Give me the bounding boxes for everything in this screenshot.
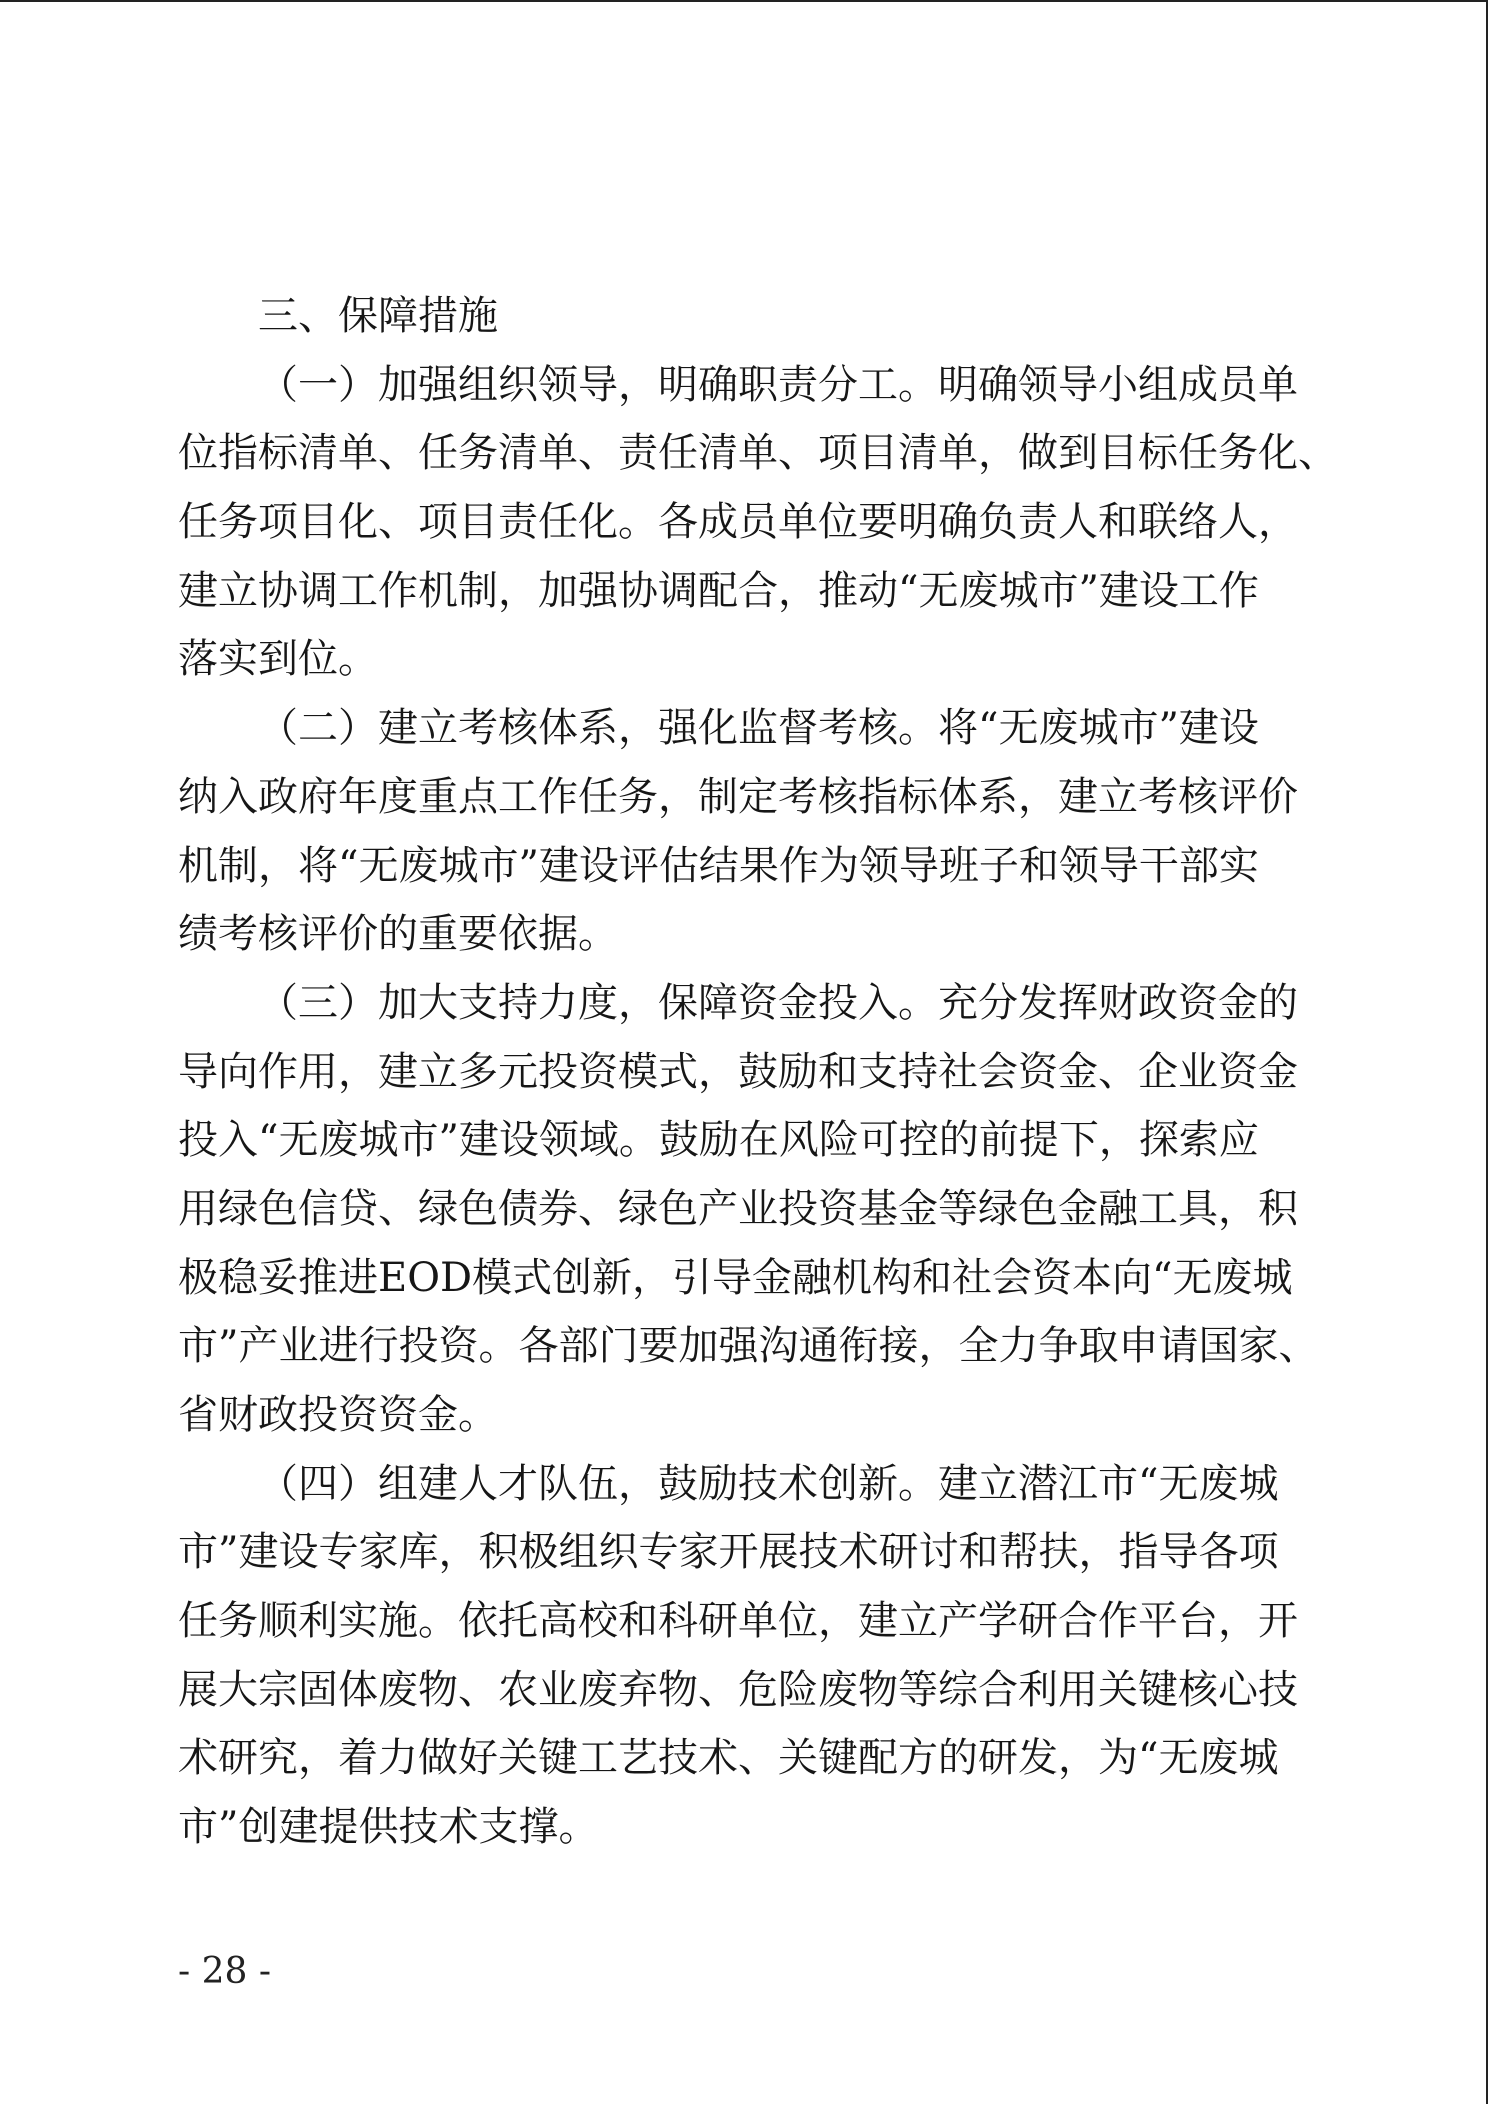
- paragraph-line: （一）加强组织领导，明确职责分工。明确领导小组成员单: [258, 361, 1298, 408]
- paragraph-line: 导向作用，建立多元投资模式，鼓励和支持社会资金、企业资金: [178, 1048, 1298, 1095]
- paragraph-line: 任务顺利实施。依托高校和科研单位，建立产学研合作平台，开: [178, 1598, 1298, 1645]
- page-number: - 28 -: [178, 1951, 272, 1992]
- paragraph-4: [178, 1450, 1310, 1862]
- paragraph-line: 投入“无废城市”建设领域。鼓励在风险可控的前提下，探索应: [178, 1117, 1259, 1164]
- document-body: [178, 282, 1338, 1862]
- paragraph-line: 省财政投资资金。: [178, 1392, 498, 1438]
- paragraph-line: 术研究，着力做好关键工艺技术、关键配方的研发，为“无废城: [178, 1735, 1279, 1782]
- paragraph-line: （三）加大支持力度，保障资金投入。充分发挥财政资金的: [258, 979, 1298, 1026]
- paragraph-2: [178, 694, 1310, 969]
- paragraph-line: （四）组建人才队伍，鼓励技术创新。建立潜江市“无废城: [258, 1460, 1279, 1507]
- paragraph-line: 机制，将“无废城市”建设评估结果作为领导班子和领导干部实: [178, 842, 1259, 889]
- paragraph-line: 纳入政府年度重点工作任务，制定考核指标体系，建立考核评价: [178, 773, 1298, 820]
- page-top-border: [0, 0, 1488, 2]
- paragraph-line: 展大宗固体废物、农业废弃物、危险废物等综合利用关键核心技: [178, 1666, 1298, 1713]
- paragraph-line: 极稳妥推进EOD模式创新，引导金融机构和社会资本向“无废城: [178, 1254, 1293, 1301]
- paragraph-line: 市”建设专家库，积极组织专家开展技术研讨和帮扶，指导各项: [178, 1529, 1279, 1576]
- paragraph-line: 建立协调工作机制，加强协调配合，推动“无废城市”建设工作: [178, 567, 1259, 614]
- paragraph-line: 用绿色信贷、绿色债券、绿色产业投资基金等绿色金融工具，积: [178, 1185, 1298, 1232]
- paragraph-line: 落实到位。: [178, 636, 378, 683]
- paragraph-line: 位指标清单、任务清单、责任清单、项目清单，做到目标任务化、: [178, 430, 1338, 477]
- paragraph-line: 市”产业进行投资。各部门要加强沟通衔接，全力争取申请国家、: [178, 1323, 1319, 1370]
- paragraph-3: [178, 969, 1319, 1450]
- paragraph-line: （二）建立考核体系，强化监督考核。将“无废城市”建设: [258, 705, 1259, 752]
- section-heading: 三、保障措施: [258, 293, 498, 339]
- paragraph-line: 绩考核评价的重要依据。: [178, 911, 618, 958]
- paragraph-1: [178, 351, 1338, 694]
- paragraph-line: 市”创建提供技术支撑。: [178, 1804, 599, 1851]
- paragraph-line: 任务项目化、项目责任化。各成员单位要明确负责人和联络人，: [178, 499, 1298, 546]
